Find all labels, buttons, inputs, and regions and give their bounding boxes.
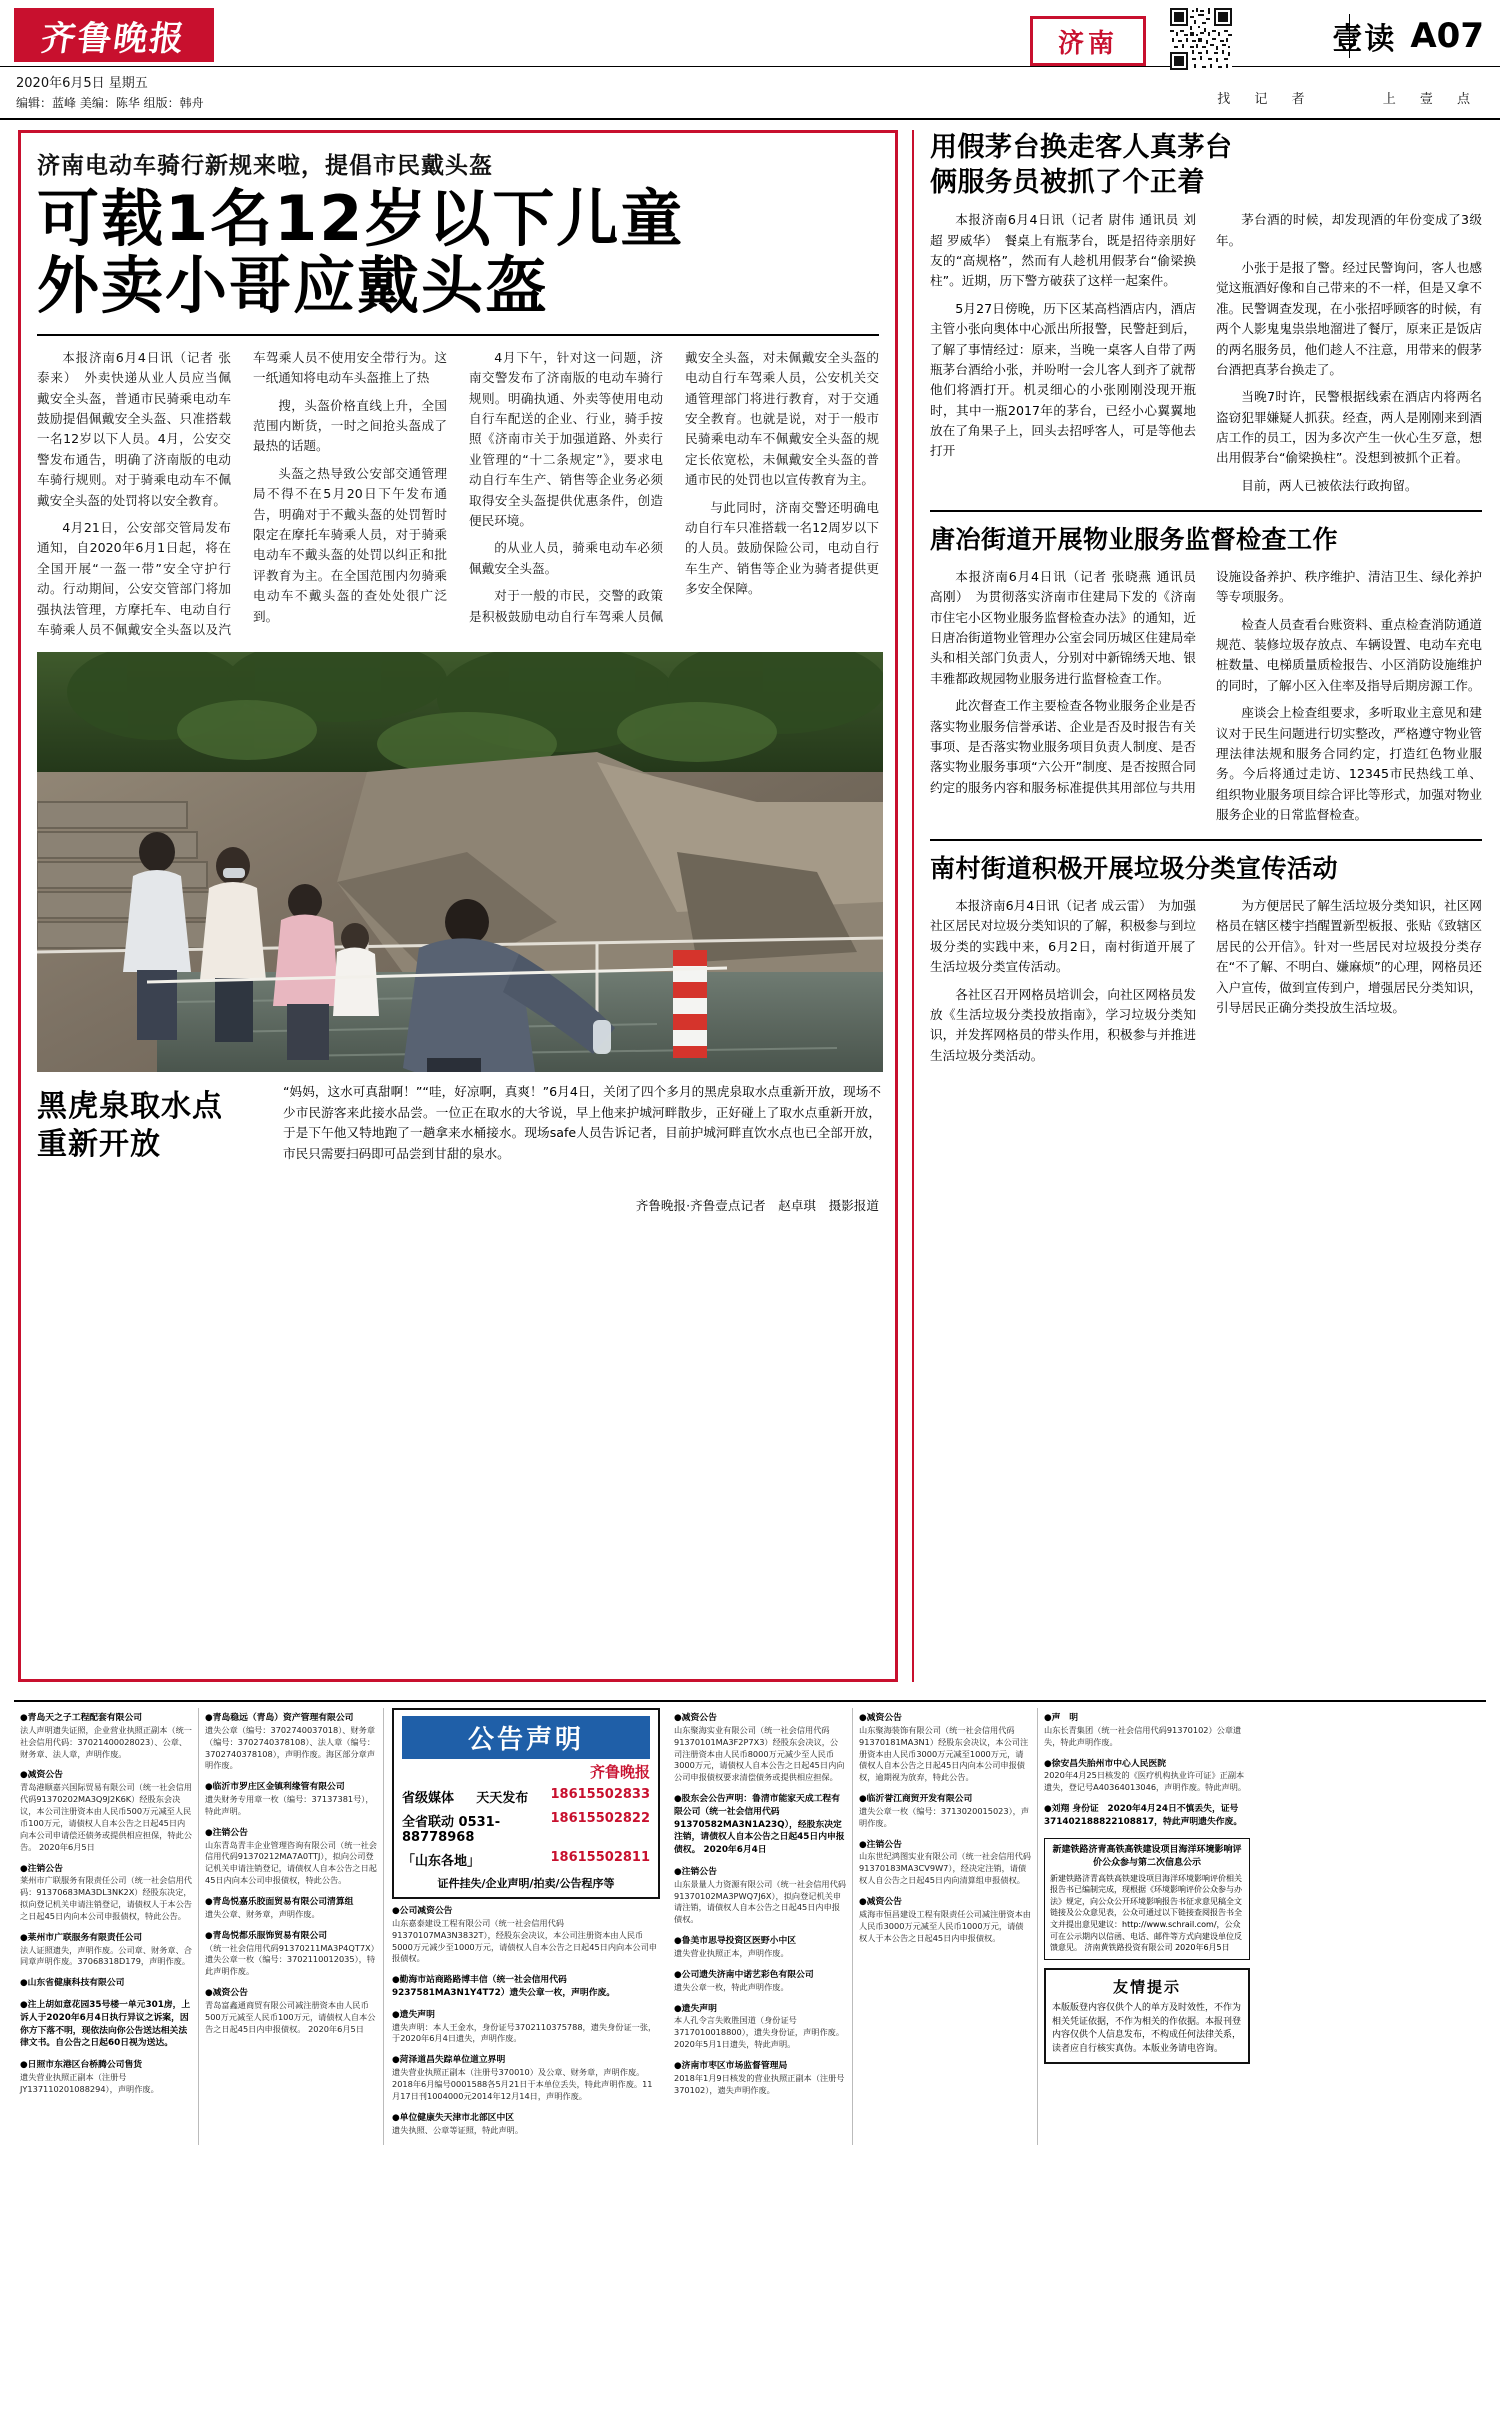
classified-body: 遗失公章（编号：3702740037018）、财务章（编号：3702740378108）、法人章（编号：3702740378108），声明作废。海区部分章声明作废。 [205, 1724, 376, 1771]
classifieds-section [14, 1700, 1486, 2408]
article-headline-line2: 俩服务员被抓了个正着 [930, 167, 1205, 199]
section-name: 壹读 [1332, 22, 1397, 57]
classified-item [20, 1999, 192, 2050]
right-column [930, 130, 1482, 1682]
lead-story [18, 130, 898, 1682]
article-paragraph: 目前，两人已被依法行政拘留。 [1241, 477, 1418, 493]
city-badge-label: 济南 [1057, 28, 1118, 59]
classified-item [392, 2054, 660, 2102]
classified-title: ●临沂市罗庄区金镇利缘管有限公司 [205, 1782, 345, 1793]
classified-item [674, 1866, 846, 1926]
classified-body: 莱州市广联服务有限责任公司（统一社会信用代码：91370683MA3DL3NK2X）经股东决定，拟向登记机关申请注销登记，请债权人于本公告之日起45日内向本公司申报债权，特此公告。 [20, 1875, 192, 1921]
caption-title-line2: 重新开放 [37, 1126, 161, 1162]
notice-phone-2[interactable]: 18615502822 [550, 1811, 650, 1826]
classified-item [392, 2009, 660, 2046]
classified-body: 法人声明遗失证照，企业营业执照正副本（统一社会信用代码：37021400028023）、公章、财务章、法人章，声明作废。 [20, 1724, 192, 1759]
classified-title: ●菏泽道昌失踪单位道立界明 [392, 2055, 506, 2066]
lead-paragraph: 对于一般的市民，交警的政策是积极鼓励电动自行车驾乘人员佩戴安全头盔，对未佩戴安全头盔的电动自行车驾乘人员，公安机关交通管理部门将进行教育，对于交通安全教育。也就是说，对于一般市民骑乘电动车不佩戴安全头盔的规定长依宽松，未佩戴安全头盔的普通市民的处罚也以宣传教育为主。 [469, 349, 879, 624]
classified-body: 遗失执照、公章等证照，特此声明。 [392, 2124, 524, 2135]
classified-body: 山东长青集团（统一社会信用代码91370102）公章遗失，特此声明作废。 [1044, 1724, 1242, 1747]
classified-item [20, 1712, 192, 1760]
classified-column [14, 1708, 199, 2145]
classified-body: 遗失营业执照正副本（注册号JY137110201088294），声明作废。 [20, 2071, 159, 2094]
lead-paragraph: 的从业人员，骑乘电动车必须佩戴安全头盔。 [469, 540, 663, 576]
caption-title-line1: 黑虎泉取水点 [37, 1089, 223, 1125]
classified-title: ●减资公告 [20, 1770, 63, 1781]
classified-item [674, 1935, 846, 1960]
article-paragraph: 各社区召开网格员培训会，向社区网格员发放《生活垃圾分类投放指南》，学习垃圾分类知识，并发挥网格员的带头作用，积极参与并推进生活垃圾分类活动。 [930, 986, 1196, 1063]
column-divider [912, 130, 914, 1682]
friendly-tip-text: 本版版登内容仅供个人的单方及时效性，不作为相关凭证依据，不作为相关的作依据。本报刊登内容仅供个人信息发布，不构成任何法律关系，读者应自行核实真伪。本版业务请电咨询。 [1052, 2003, 1242, 2054]
article-tangye-property [930, 524, 1482, 825]
classified-column [199, 1708, 384, 2145]
classified-title: ●股东会公告声明：鲁清市能家天成工程有限公司（统一社会信用代码91370582MA3N1A23Q），经股东决定注销，请债权人自本公告之日起45日内申报债权。 2020年6月4日 [674, 1794, 845, 1856]
article-paragraph: 小张于是报了警。经过民警询问，客人也感觉这瓶酒好像和自己带来的不一样，但是又拿不准。民警调查发现，在小张招呼顾客的时候，有两个人影鬼鬼祟祟地溜进了餐厅，原来正是饭店的两名服务员，他们趁人不注意，用带来的假茅台酒把真茅台换走了。 [1216, 259, 1482, 377]
notice-ad-footer: 证件挂失/企业声明/拍卖/公告程序等 [437, 1877, 615, 1890]
classified-body: 山东世纪鸿图实业有限公司（统一社会信用代码91370183MA3CV9W7），经决定注销，请债权人自公告之日起45日内向清算组申报债权。 [859, 1851, 1031, 1886]
classified-title: ●济南市枣区市场监督管理局 [674, 2060, 788, 2071]
editors-line: 编辑：蓝峰 美编：陈华 组版：韩舟 [16, 96, 204, 110]
classified-body: 青岛港顺嘉兴国际贸易有限公司（统一社会信用代码91370202MA3Q9J2K6K）经股东会决议，本公司注册资本由人民币500万元减至人民币100万元，请债权人自本公告之日起45日内向本公司申请偿还债务或提供相应担保，特此公告。 2020年6月5日 [20, 1782, 192, 1852]
lead-paragraph: 与此同时，济南交警还明确电动自行车只准搭载一名12周岁以下的人员。鼓励保险公司，电动自行车生产、销售等企业为骑者提供更多安全保障。 [685, 499, 879, 597]
classified-item [20, 1863, 192, 1923]
article-paragraph: 5月27日傍晚，历下区某高档酒店内，酒店主管小张向奥体中心派出所报警，民警赶到后，了解了事情经过：原来，当晚一桌客人自带了两瓶茅台酒给小张，并吩咐一会儿客人到齐了就帮他们将酒打开。机灵细心的小张刚刚没现开瓶时，其中一瓶2017年的茅台，已经小心翼翼地放在了角果子上，回头去招呼客人，可是等他去打开 [930, 300, 1196, 459]
lead-paragraph: 搜，头盔价格直线上升，全国范围内断货，一时之间抢头盔成了最热的话题。 [253, 397, 447, 454]
classified-body: 遗失营业执照正副本（注册号370010）及公章、财务章，声明作废。2018年6月编号0001588各5月21日于本单位丢失，特此声明作废。11月17日刊1004000元2014年12月14日，声明作废。 [392, 2067, 653, 2101]
caption-title [37, 1088, 267, 1163]
classified-title: ●青岛稳远（青岛）资产管理有限公司 [205, 1713, 354, 1723]
masthead [0, 0, 1500, 120]
classifieds-grid [14, 1708, 1486, 2145]
classified-item [674, 1712, 846, 1784]
lead-photo [37, 652, 883, 1072]
classified-title: ●减资公告 [205, 1988, 248, 1999]
classified-item [205, 1896, 377, 1921]
classified-item [205, 1930, 377, 1978]
classified-body: 山东聚海实业有限公司（统一社会信用代码91370101MA3F2P7X3）经股东会决议，公司注册资本由人民币8000万元减少至人民币3000万元，请债权人自本公告之日起45日内向公司申报债权要求清偿债务或提供相应担保。 [674, 1724, 845, 1783]
photo-caption-block [37, 1082, 881, 1214]
article-separator [930, 839, 1482, 841]
notice-ad-brand: 齐鲁晚报 [589, 1763, 650, 1781]
classified-title: ●遗失声明 [674, 2003, 717, 2014]
notice-ad-label3: 「山东各地」 [402, 1854, 481, 1869]
project-notice-box [1044, 1838, 1250, 1960]
classified-title: ●注上胡如意花园35号楼一单元301房，上诉人于2020年6月4日执行异议之诉案，因你方下落不明，现依法向你公告送达相关法律文书。自公告之日起60日视为送达。 [20, 2000, 191, 2049]
classified-title: ●声 明 [1044, 1713, 1079, 1723]
notice-ad-line3 [402, 1850, 650, 1869]
notice-ad-note1: 天天发布 [476, 1791, 529, 1806]
classified-item [1044, 1712, 1250, 1749]
lead-headline [37, 182, 879, 322]
lead-paragraph: 本报济南6月4日讯（记者 张泰来） 外卖快递从业人员应当佩戴安全头盔，普通市民骑乘电动车鼓励提倡佩戴安全头盔、只准搭载一名12岁以下人员。4月，公安交警发布通告，明确了济南版的电动车骑行规则。对于骑乘电动车不佩戴安全头盔的处罚将以安全教育。 [37, 349, 231, 508]
article-paragraph: 检查人员查看台账资料、重点检查消防通道规范、装修垃圾存放点、车辆设置、电动车充电桩数量、电梯质量质检报告、小区消防设施维护的同时，了解小区入住率及指导后期房源工作。 [1216, 616, 1482, 693]
classified-title: ●注销公告 [674, 1866, 717, 1877]
classified-body: 遗失声明：本人王金水，身份证号3702110375788，遗失身份证一张，于2020年6月4日遗失，声明作废。 [392, 2021, 657, 2044]
article-body [930, 896, 1482, 1066]
classified-body: 青岛富鑫通商贸有限公司减注册资本由人民币500万元减至人民币100万元，请债权人自本公告之日起45日内申报债权。 2020年6月5日 [205, 1999, 376, 2034]
classified-title: ●减资公告 [859, 1713, 902, 1723]
classified-title: ●公司减资公告 [392, 1906, 453, 1916]
logo-text: 齐鲁晚报 [38, 18, 189, 59]
classified-title: ●注销公告 [205, 1827, 248, 1838]
article-paragraph: 茅台酒的时候，却发现酒的年份变成了3级年。 [1216, 212, 1482, 248]
classified-body: 山东嘉泰建设工程有限公司（统一社会信用代码91370107MA3N3832T），经股东会决议，本公司注册资本由人民币5000万元减少至1000万元，请债权人自本公告之日起45日内向本公司申报债权。 [392, 1917, 657, 1964]
classified-body: 山东聚海装饰有限公司（统一社会信用代码91370181MA3N1）经股东会决议，本公司注册资本由人民币3000万元减至1000万元，请债权人自本公告之日起45日内向本公司申报债权，逾期视为放弃，特此公告。 [859, 1724, 1029, 1783]
classified-title: ●青岛天之子工程配套有限公司 [20, 1713, 143, 1723]
classified-item [392, 1905, 660, 1965]
lead-body-text [37, 348, 879, 640]
classified-item [674, 1793, 846, 1857]
article-body [930, 567, 1482, 826]
classified-item [392, 1974, 660, 2000]
masthead-divider [0, 66, 1500, 67]
article-headline [930, 130, 1482, 200]
classified-column [1038, 1708, 1256, 2145]
caption-byline: 齐鲁晚报·齐鲁壹点记者 赵卓琪 摄影报道 [635, 1198, 879, 1214]
classified-item [205, 1781, 377, 1818]
classified-body: 2018年1月9日核发的营业执照正副本（注册号370102），遗失声明作废。 [674, 2072, 845, 2095]
article-nancun-garbage [930, 853, 1482, 1066]
project-notice-text: 新建铁路济青高铁高铁建设项目海洋环境影响评价相关报告书已编制完成，现根据《环境影响评价公众参与办法》规定，向公众公开环境影响报告书征求意见稿全文链接及公众意见表，公众可通过以下链接查阅报告书全文并提出意见建议：http://www.schrail.com/，公众可在公示期内以信函、电话、邮件等方式向建设单位反馈意见。 济南黄铁路投资有限公司 2020年6月5日 [1050, 1873, 1242, 1953]
classified-title: ●青岛悦都乐服饰贸易有限公司 [205, 1930, 328, 1941]
article-headline: 唐冶街道开展物业服务监督检查工作 [930, 525, 1339, 555]
classified-title: ●单位健康失天津市北部区中区 [392, 2112, 515, 2123]
classified-body: 山东青岛青丰企业管理咨询有限公司（统一社会信用代码91370212MA7A0TTJ），拟向公司登记机关申请注销登记，请债权人自本公告之日起45日内向本公司申报债权，特此公告。 [205, 1839, 377, 1886]
classified-title: ●公司遗失济南中诺艺彩色有限公司 [674, 1969, 814, 1980]
article-paragraph: 为方便居民了解生活垃圾分类知识，社区网格员在辖区楼宇挡醒置新型板报、张贴《致辖区居民的公开信》。针对一些居民对垃圾投分类存在“不了解、不明白、嫌麻烦”的心理，网格员还入户宣传，做到宣传到户，增强居民分类知识，引导居民正确分类投放生活垃圾。 [1216, 897, 1482, 1015]
friendly-tip-title: 友情提示 [1112, 1977, 1181, 1996]
classified-title: ●临沂誉江商贸开发有限公司 [859, 1794, 973, 1805]
notice-phone-3[interactable]: 18615502811 [550, 1850, 650, 1865]
newspaper-logo [14, 8, 214, 62]
lead-paragraph: 4月下午，针对这一问题，济南交警发布了济南版的电动车骑行规则。明确执通、外卖等使用电动自行车配送的企业、行业，骑手按照《济南市关于加强道路、外卖行业管理的“十二条规定”》，要求电动自行车生产、销售等企业务必须取得安全头盔提供优惠条件，创造便民环境。 [469, 349, 663, 529]
notice-ad-line1 [402, 1787, 650, 1806]
classified-title: ●山东省健康科技有限公司 [20, 1978, 125, 1989]
classified-title: ●注销公告 [859, 1839, 902, 1850]
article-paragraph: 座谈会上检查组要求，多听取业主意见和建议对于民生问题进行切实整改，严格遵守物业管理法律法规和服务合同约定，打造红色物业服务。今后将通过走访、12345市民热线工单、组织物业服务项目综合评比等形式，加强对物业服务企业的日常监督检查。 [1216, 705, 1482, 823]
tagline-left: 找 记 者 [1217, 92, 1315, 107]
article-paragraph: 本报济南6月4日讯（记者 张晓燕 通讯员 高刚） 为贯彻落实济南市住建局下发的《济南市住宅小区物业服务监督检查办法》的通知，近日唐冶街道物业管理办公室会同历城区住建局牵头和相关部门负责人，分别对中新锦绣天地、银丰雅都政规园物业服务进行监督检查工作。 [930, 568, 1196, 686]
notice-ad-line2 [402, 1811, 650, 1845]
city-badge [1030, 16, 1146, 66]
classified-body: 遗失公章、财务章，声明作废。 [205, 1908, 320, 1919]
classified-item [674, 2003, 846, 2051]
classified-title: ●遗失声明 [392, 2009, 435, 2020]
classified-title: ●注销公告 [20, 1863, 63, 1874]
article-separator [930, 510, 1482, 512]
classified-body: 2020年4月25日核发的《医疗机构执业许可证》正副本遗失，登记号A40364013046，声明作废。特此声明。 [1044, 1770, 1247, 1793]
classified-column [392, 1899, 660, 2136]
tagline-right: 上 壹 点 [1382, 92, 1480, 107]
classified-body: 法人证照遗失，声明作废。公司章、财务章、合同章声明作废。37068318D179，声明作废。 [20, 1944, 192, 1967]
headline-rule [37, 334, 879, 336]
caption-text: “妈妈，这水可真甜啊！”“哇，好凉啊，真爽！”6月4日，关闭了四个多月的黑虎泉取水点重新开放，现场不少市民游客来此接水品尝。一位正在取水的大爷说，早上他来护城河畔散步，正好碰上了取水点重新开放，于是下午他又特地跑了一趟拿来水桶接水。现场safe人员告诉记者，目前护城河畔直饮水点也已全部开放，市民只需要扫码即可品尝到甘甜的泉水。 [283, 1084, 881, 1161]
lead-paragraph: 4月21日，公安部交管局发布通知，自2020年6月1日起，将在全国开展“一盔一带”安全守护行动。行动期间，公安交管部门将加强执法管理，方摩托车、电动自行车骑乘人员不佩戴安全头盔以及汽车驾乘人员不使用安全带行为。这一纸通知将电动车头盔推上了热 [37, 349, 447, 637]
classified-column [853, 1708, 1038, 2145]
notice-ad-title: 公告声明 [402, 1716, 650, 1759]
classified-item [859, 1712, 1031, 1784]
article-body [930, 210, 1482, 496]
classified-title: ●日照市东港区台桥腾公司售货 [20, 2060, 143, 2071]
classified-body: 遗失公章一枚（编号：3713020015023），声明作废。 [859, 1805, 1030, 1828]
classified-title: ●徐安昌失胎州市中心人民医院 [1044, 1758, 1167, 1769]
classified-title: ●减资公告 [674, 1713, 717, 1723]
publication-date: 2020年6月5日 星期五 [16, 76, 148, 91]
classified-item [392, 2112, 660, 2137]
friendly-tip-box [1044, 1968, 1250, 2065]
classified-title: ●鲁美市思导投资区医野小中区 [674, 1936, 797, 1947]
masthead-tagline [1217, 88, 1480, 107]
lead-headline-line2: 外卖小哥应戴头盔 [37, 248, 550, 322]
classified-item [674, 2060, 846, 2097]
classified-body: 威海市恒昌建设工程有限责任公司减注册资本由人民币3000万元减至人民币1000万元，请债权人于本公告之日起45日内申报债权。 [859, 1908, 1031, 1943]
classified-item [205, 1987, 377, 2035]
classified-item [1044, 1803, 1250, 1829]
project-notice-title: 新建铁路济青高铁高铁建设项目海洋环境影响评价公众参与第二次信息公示 [1052, 1844, 1242, 1868]
classified-item [205, 1827, 377, 1887]
classified-column [668, 1708, 853, 2145]
classified-title: ●刘翔 身份证 2020年4月24日不慎丢失，证号371402188822108817，特此声明遗失作废。 [1044, 1804, 1243, 1827]
article-paragraph: 本报济南6月4日讯（记者 尉伟 通讯员 刘超 罗威华） 餐桌上有瓶茅台，既是招待亲朋好友的“高规格”，然而有人趁机用假茅台“偷梁换柱”。近期，历下警方破获了这样一起案件。 [930, 212, 1196, 289]
classified-body: （统一社会信用代码91370211MA3P4QT7X）遗失公章一枚（编号：3702110012035），特此声明作废。 [205, 1942, 376, 1977]
classified-item [859, 1896, 1031, 1944]
classified-title: ●青岛悦嘉乐胶面贸易有限公司清算组 [205, 1897, 354, 1908]
lead-paragraph: 头盔之热导致公安部交通管理局不得不在5月20日下午发布通告，明确对于不戴头盔的处罚暂时限定在摩托车骑乘人员，对于骑乘电动车不戴头盔的处罚以纠正和批评教育为主。在全国范围内勿骑乘电动车不戴头盔的查处处很广泛到。 [253, 465, 447, 624]
article-fake-maotai [930, 130, 1482, 496]
lead-headline-line1: 可载1名12岁以下儿童 [37, 182, 685, 255]
classified-title: ●减资公告 [859, 1897, 902, 1908]
classified-item [20, 1932, 192, 1969]
classified-title: ●勤海市站商路路博丰信（统一社会信用代码9237581MA3N1Y4T72）遗失公章一枚，声明作废。 [392, 1975, 616, 1999]
classified-item [205, 1712, 377, 1772]
classified-body: 山东景量人力资源有限公司（统一社会信用代码91370102MA3PWQ7J6X），拟向登记机关申请注销，请债权人自本公告之日起45日内申报债权。 [674, 1878, 846, 1925]
classified-body: 本人孔令言失败胜国道（身份证号3717010018800），遗失身份证，声明作废。2020年5月1日遗失，特此声明。 [674, 2015, 845, 2050]
classified-item [20, 2059, 192, 2096]
article-paragraph: 当晚7时许，民警根据线索在酒店内将两名盗窃犯罪嫌疑人抓获。经查，两人是刚刚来到酒店工作的员工，因为多次产生一伙心生歹意，想出用假茅台“偷梁换柱”。没想到被抓个正着。 [1216, 389, 1482, 466]
notice-ad-label2: 全省联动 0531-88778968 [402, 1815, 501, 1845]
lead-kicker: 济南电动车骑行新规来啦，提倡市民戴头盔 [37, 153, 493, 179]
notice-ad-box[interactable] [392, 1708, 660, 1899]
main-content [0, 126, 1500, 1686]
classified-item [1044, 1758, 1250, 1795]
classified-body: 遗失财务专用章一枚（编号：37137381号），特此声明。 [205, 1794, 374, 1816]
article-paragraph: 此次督查工作主要检查各物业服务企业是否落实物业服务信誉承诺、企业是否及时报告有关事项、是否落实物业服务项目负责人制度、是否落实物业服务事项“六公开”制度、是否按照合同约定的服务内容和服务标准提供其用部位与共用设施设备养护、秩序维护、清洁卫生、绿化养护等专项服务。 [930, 568, 1482, 795]
classified-item [859, 1839, 1031, 1887]
classified-item [20, 1769, 192, 1853]
page-number: A07 [1410, 16, 1484, 56]
qr-code-icon[interactable] [1170, 8, 1232, 70]
classified-item [20, 1977, 192, 1990]
classified-body: 遗失公章一枚，特此声明作废。 [674, 1981, 789, 1992]
notice-ad-label1: 省级媒体 [402, 1791, 455, 1806]
classified-body: 遗失营业执照正本，声明作废。 [674, 1948, 789, 1959]
classified-item [859, 1793, 1031, 1830]
article-headline: 南村街道积极开展垃圾分类宣传活动 [930, 854, 1339, 884]
public-notice-panel [384, 1708, 668, 2145]
classified-title: ●莱州市广联服务有限责任公司 [20, 1932, 143, 1943]
classified-item [674, 1969, 846, 1994]
notice-phone-1[interactable]: 18615502833 [550, 1787, 650, 1802]
section-identifier [1332, 14, 1484, 58]
article-headline-line1: 用假茅台换走客人真茅台 [930, 132, 1233, 163]
article-paragraph: 本报济南6月4日讯（记者 成云雷） 为加强社区居民对垃圾分类知识的了解，积极参与到垃圾分类的实践中来，6月2日，南村街道开展了生活垃圾分类宣传活动。 [930, 897, 1196, 975]
